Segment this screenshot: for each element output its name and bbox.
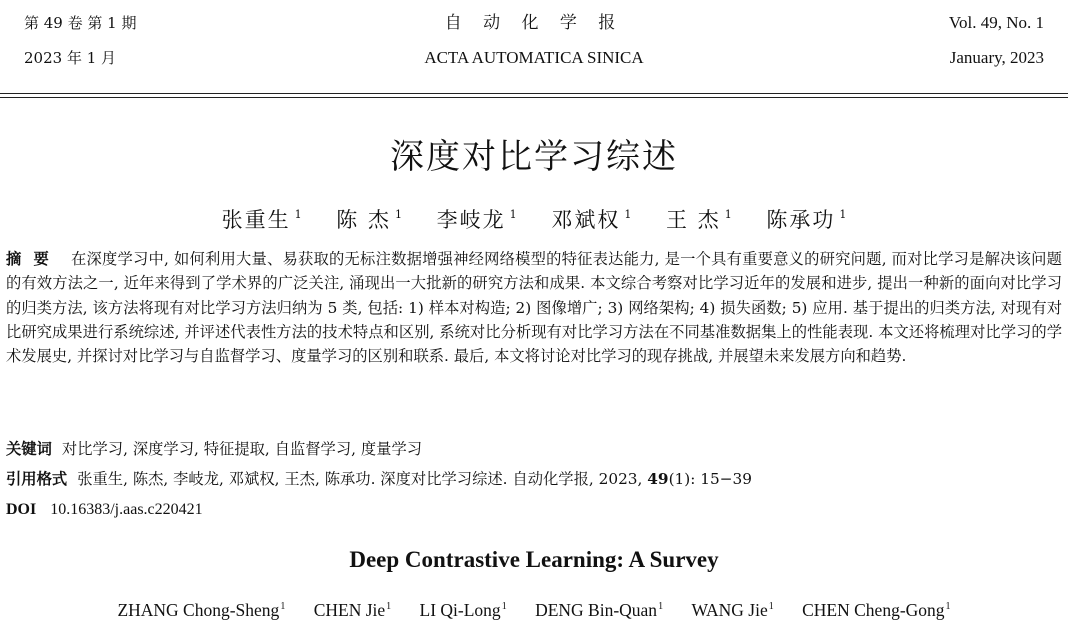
citation-suffix: (1): 15−39 [668,470,753,488]
affiliation-mark: 1 [839,208,847,221]
author-name: CHEN Jie [313,600,386,620]
affiliation-mark: 1 [280,601,286,612]
author-name: ZHANG Chong-Sheng [117,600,280,620]
author-name: 王 杰 [666,208,721,232]
affiliation-mark: 1 [294,208,302,221]
author-name: LI Qi-Long [419,600,501,620]
author-cn [766,200,846,235]
abstract-label: 摘要 [6,250,62,268]
author-en [691,594,773,623]
affiliation-mark: 1 [945,601,951,612]
citation-label: 引用格式 [6,470,68,488]
doi-label: DOI [6,501,37,518]
author-name: 邓斌权 [551,208,621,232]
citation-volume: 49 [647,470,669,488]
affiliation-mark: 1 [768,601,774,612]
affiliation-mark: 1 [658,601,664,612]
keywords [6,438,1062,460]
keywords-text: 对比学习, 深度学习, 特征提取, 自监督学习, 度量学习 [61,440,423,458]
affiliation-mark: 1 [501,601,507,612]
author-list-cn [0,200,1068,235]
paper-title-cn: 深度对比学习综述 [390,137,678,177]
author-name: WANG Jie [691,600,768,620]
author-cn [666,200,732,235]
journal-name-cn: 自 动 化 学 报 [444,13,624,33]
author-name: 陈承功 [766,208,836,232]
author-name: 陈 杰 [336,208,391,232]
affiliation-mark: 1 [509,208,517,221]
affiliation-mark: 1 [386,601,392,612]
author-cn [437,200,517,235]
author-cn [551,200,631,235]
doi-value[interactable]: 10.16383/j.aas.c220421 [50,501,203,518]
author-en [535,594,663,623]
header-rule-top [0,93,1068,94]
author-cn [336,200,402,235]
date-cn: 2023 年 1 月 [24,49,117,67]
volume-issue-en: Vol. 49, No. 1 [948,13,1044,32]
author-en [420,594,507,623]
keywords-label: 关键词 [6,440,52,458]
abstract-text: 在深度学习中, 如何利用大量、易获取的无标注数据增强神经网络模型的特征表达能力, 是一个具有重要意义的研究问题, 而对比学习是解决该问题的有效方法之一, 近年来得到了学术界的广泛关注, 涌现出一大批新的研究方法和成果. 本文综合考察对比学习近年的发展和进步, 提出一种新的面向对比学习的归类方法, 该方法将现有对比学习方法归纳为 5 类, 包括: 1) 样本对构造; 2) 图像增广; 3) 网络架构; 4) 损失函数; 5) 应用. 基于提出的归类方法, 对现有对比研究成果进行系统综述, 并评述代表性方法的技术特点和区别, 系统对比分析现有对比学习方法在不同基准数据集上的性能表现. 本文还将梳理对比学习的学术发展史, 并探讨对比学习与自监督学习、度量学习的区别和联系. 最后, 本文将讨论对比学习的现存挑战, 并展望未来发展方向和趋势. [6,250,1062,366]
author-name: DENG Bin-Quan [535,600,658,620]
author-name: 李岐龙 [436,208,506,232]
citation-prefix: 张重生, 陈杰, 李岐龙, 邓斌权, 王杰, 陈承功. 深度对比学习综述. 自动化学报, 2023, [77,470,648,488]
author-en [802,594,950,623]
affiliation-mark: 1 [394,208,402,221]
author-name: 张重生 [221,208,291,232]
volume-issue-cn: 第 49 卷 第 1 期 [24,14,137,32]
journal-name-en: ACTA AUTOMATICA SINICA [424,48,644,67]
abstract [6,247,1062,368]
author-list-en [0,594,1068,623]
affiliation-mark: 1 [724,208,732,221]
paper-title-en: Deep Contrastive Learning: A Survey [349,547,719,572]
author-name: CHEN Cheng-Gong [802,600,945,620]
date-en: January, 2023 [949,48,1044,67]
affiliation-mark: 1 [624,208,632,221]
header-rule-bottom [0,97,1068,98]
author-en [314,594,391,623]
author-cn [222,200,302,235]
citation [6,468,1062,490]
doi [6,499,1062,521]
author-en [117,594,285,623]
